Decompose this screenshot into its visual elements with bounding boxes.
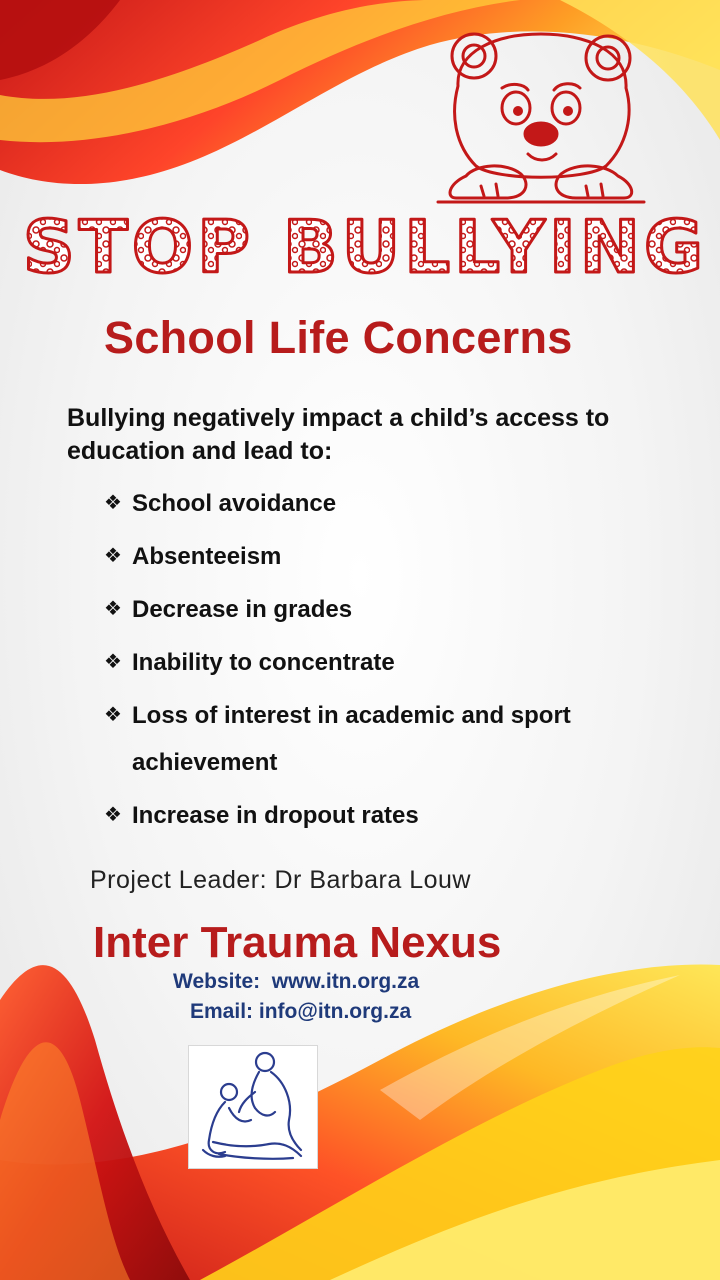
list-item: ❖ School avoidance: [104, 480, 664, 527]
teddy-bear-illustration: [436, 26, 646, 206]
diamond-bullet-icon: ❖: [104, 545, 122, 567]
website-link[interactable]: Website: www.itn.org.za: [173, 970, 420, 993]
list-item: ❖ Increase in dropout rates: [104, 792, 664, 839]
list-item: ❖ Loss of interest in academic and sport achievement: [104, 692, 664, 786]
diamond-bullet-icon: ❖: [104, 804, 122, 826]
page-title: School Life Concerns: [104, 312, 573, 363]
email-link[interactable]: Email: info@itn.org.za: [190, 1000, 412, 1023]
intro-text: Bullying negatively impact a child’s access to education and lead to:: [67, 404, 610, 465]
list-item: ❖ Absenteeism: [104, 533, 664, 580]
list-item: ❖ Decrease in grades: [104, 586, 664, 633]
list-item: ❖ Inability to concentrate: [104, 639, 664, 686]
organization-name: Inter Trauma Nexus: [93, 918, 502, 967]
diamond-bullet-icon: ❖: [104, 598, 122, 620]
diamond-bullet-icon: ❖: [104, 492, 122, 514]
headline-text: STOP BULLYING: [22, 205, 708, 289]
stop-bullying-headline: [22, 198, 708, 290]
project-leader: Project Leader: Dr Barbara Louw: [90, 866, 471, 894]
organization-logo: [188, 1045, 318, 1169]
diamond-bullet-icon: ❖: [104, 704, 122, 726]
helping-hand-icon: [189, 1046, 317, 1168]
concerns-list: [104, 480, 664, 845]
diamond-bullet-icon: ❖: [104, 651, 122, 673]
